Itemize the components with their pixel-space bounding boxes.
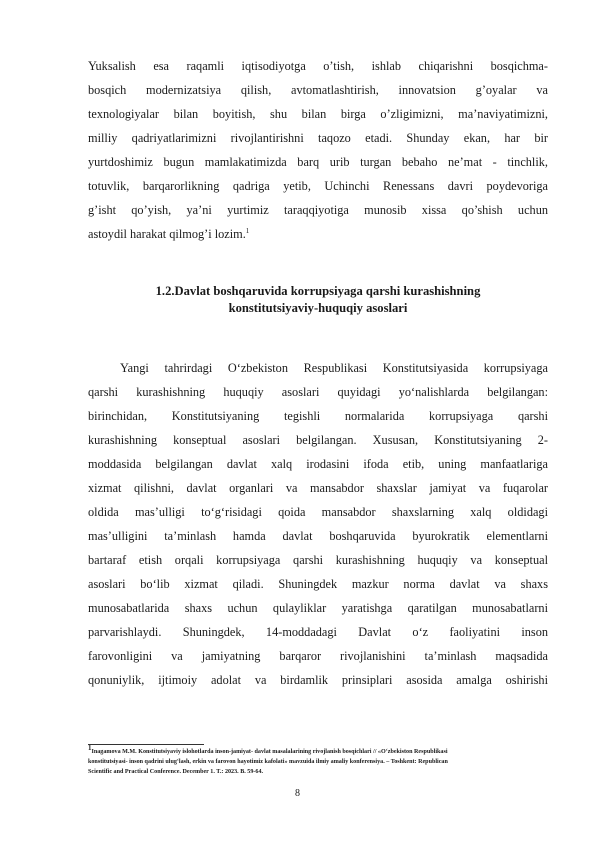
footnote-divider — [88, 744, 204, 745]
text-line: farovonligini va jamiyatning barqaror rivojlanishini ta’minlash maqsadida — [88, 649, 548, 663]
text-line: Yuksalish esa raqamli iqtisodiyotga o’tish, ishlab chiqarishni bosqichma- — [88, 59, 548, 73]
intro-paragraph — [88, 54, 548, 246]
text-line: yurtdoshimiz bugun mamlakatimizda barq urib turgan bebaho ne’mat - tinchlik, — [88, 155, 548, 169]
text-line: oldida mas’ulligi to‘g‘risidagi qoida mansabdor shaxslarning xalq oldidagi — [88, 505, 548, 519]
section-heading — [88, 283, 548, 317]
text-line: g’isht qo’yish, ya’ni yurtimiz taraqqiyotiga munosib xissa qo’shish uchun — [88, 203, 548, 217]
text-line-last — [88, 222, 548, 246]
footnote-reference[interactable]: 1 — [245, 226, 250, 235]
text-line: bartaraf etish orqali korrupsiyaga qarshi kurashishning huquqiy va konseptual — [88, 553, 548, 567]
footnote-line-3: Scientific and Practical Conference. December 1. T.: 2023. B. 59-64. — [88, 769, 264, 775]
section-heading-line-1: 1.2.Davlat boshqaruvida korrupsiyaga qarshi kurashishning — [155, 284, 481, 298]
text-line: moddasida belgilangan davlat xalq irodasini ifoda etib, uning manfaatlariga — [88, 457, 548, 471]
footnote — [88, 743, 548, 777]
text-line: munosabatlarida shaxs uchun qulayliklar yaratishga qaratilgan munosabatlarni — [88, 601, 548, 615]
body-paragraph — [88, 356, 548, 692]
text-line: parvarishlaydi. Shuningdek, 14-moddadagi Davlat o‘z faoliyatini inson — [88, 625, 548, 639]
section-heading-line-2: konstitutsiyaviy-huquqiy asoslari — [228, 301, 408, 315]
text-line: bosqich modernizatsiya qilish, avtomatlashtirish, innovatsion g’oyalar va — [88, 83, 548, 97]
text-line: mas’ulligini ta’minlash hamda davlat boshqaruvida byurokratik elementlarni — [88, 529, 548, 543]
text-line: asoslari bo‘lib xizmat qiladi. Shuningdek mazkur norma davlat va shaxs — [88, 577, 548, 591]
text-line: kurashishning konseptual asoslari belgilangan. Xususan, Konstitutsiyaning 2- — [88, 433, 548, 447]
text-line: qarshi kurashishning huquqiy asoslari quyidagi yo‘nalishlarda belgilangan: — [88, 385, 548, 399]
text-line: xizmat qilishni, davlat organlari va mansabdor shaxslar jamiyat va fuqarolar — [88, 481, 548, 495]
text-line-content: astoydil harakat qilmog’i lozim. — [88, 227, 246, 241]
footnote-number: 1 — [88, 743, 92, 752]
text-line: totuvlik, barqarorlikning qadriga yetib, Uchinchi Renessans davri poydevoriga — [88, 179, 548, 193]
text-line: milliy qadriyatlarimizni rivojlantirishni taqozo etadi. Shunday ekan, har bir — [88, 131, 548, 145]
text-line: qonuniylik, ijtimoiy adolat va birdamlik prinsiplari asosida amalga oshirishi — [88, 673, 548, 687]
footnote-line-2: konstitutsiyasi- inson qadrini ulug‘lash, erkin va farovon hayotimiz kafolati» mavzuida ilmiy amaliy konferensiya. – Toshkent: Republican — [88, 759, 448, 765]
page-number: 8 — [295, 788, 300, 799]
footnote-text: Inagamova M.M. Konstitutsiyaviy islohotlarda inson-jamiyat- davlat masalalarining rivojlanish bosqichlari // «O‘zbekiston Respublikasi — [91, 749, 448, 755]
text-line: birinchidan, Konstitutsiyaning tegishli normalarida korrupsiyaga qarshi — [88, 409, 548, 423]
text-line: texnologiyalar bilan boyitish, shu bilan birga o’zligimizni, ma’naviyatimizni, — [88, 107, 548, 121]
footnote-line-1 — [88, 743, 548, 757]
text-line: Yangi tahrirdagi O‘zbekiston Respublikasi Konstitutsiyasida korrupsiyaga — [120, 361, 548, 375]
